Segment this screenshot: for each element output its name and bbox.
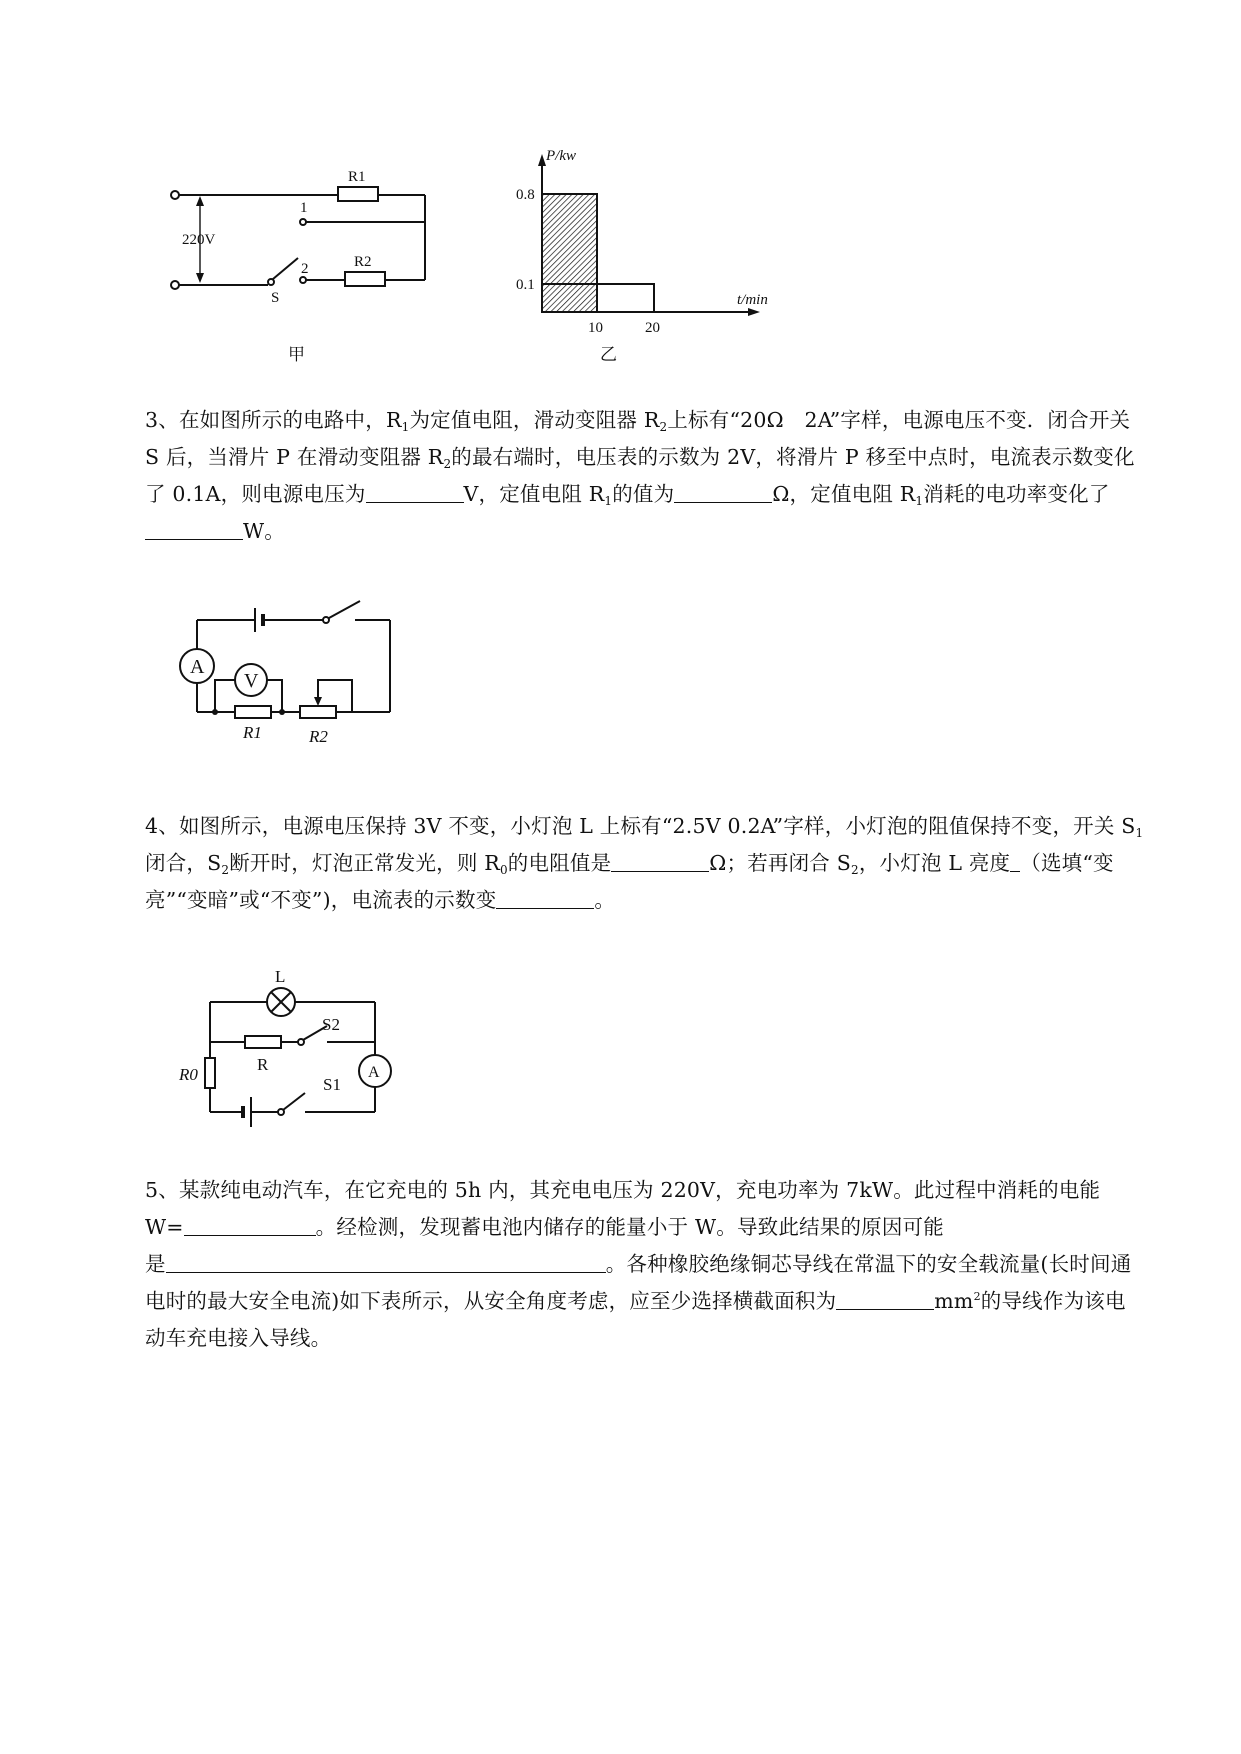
r2-label: R2	[354, 254, 372, 270]
slider-p	[314, 697, 322, 706]
q5-blank-energy[interactable]	[184, 1215, 316, 1236]
r1-label: R1	[348, 169, 366, 185]
r-resistor	[245, 1036, 281, 1048]
caption-yi: 乙	[600, 345, 617, 364]
bar-0-10min	[542, 194, 597, 312]
q4-blank-r0[interactable]	[611, 851, 709, 872]
circuit-jia-figure	[170, 150, 490, 370]
ammeter-label: A	[368, 1064, 380, 1081]
bottom-terminal	[171, 281, 179, 289]
q4-number: 4、	[145, 814, 179, 838]
contact2-label: 2	[301, 261, 309, 277]
contact-1	[300, 219, 306, 225]
r2-resistor	[345, 272, 385, 286]
r1-resistor	[235, 706, 271, 718]
switch-label: S	[271, 290, 280, 306]
r-label: R	[257, 1055, 269, 1074]
s2-label: S2	[322, 1015, 340, 1034]
switch-pivot	[323, 617, 329, 623]
caption-jia: 甲	[288, 345, 305, 364]
switch-s	[273, 258, 298, 279]
s1-label: S1	[323, 1075, 341, 1094]
contact-2	[300, 277, 306, 283]
voltage-label: 220V	[182, 232, 216, 248]
contact1-label: 1	[300, 200, 308, 216]
y-tick-0.8: 0.8	[516, 187, 535, 203]
switch-s1	[283, 1093, 305, 1110]
r0-resistor	[205, 1058, 215, 1088]
x-axis-label: t/min	[737, 292, 768, 308]
r2-rheostat	[300, 706, 336, 718]
q5-blank-area[interactable]	[836, 1289, 934, 1310]
x-tick-10: 10	[588, 320, 603, 336]
lamp-label: L	[275, 967, 286, 986]
q3-blank-voltage[interactable]	[366, 482, 464, 503]
q3-circuit-figure	[175, 600, 405, 770]
question-4: 4、如图所示，电源电压保持 3V 不变，小灯泡 L 上标有“2.5V 0.2A”字样，小灯泡的阻值保持不变，开关 $S_1$闭合，$S_2$断开时，灯泡正常发光，则 $R_0$的电阻值是 Ω；若再闭合 $S_2$，小灯泡 L 亮度 （选填“变亮”“变暗”或“不变”)，电流表的示数变 。	[145, 814, 1144, 912]
x-tick-20: 20	[645, 320, 660, 336]
r0-label: R0	[179, 1065, 198, 1084]
y-tick-0.1: 0.1	[516, 277, 535, 293]
q4-blank-brightness[interactable]	[1010, 851, 1020, 872]
q5-number: 5、	[145, 1178, 179, 1202]
r2-label: R2	[309, 727, 328, 746]
question-5: 5、某款纯电动汽车，在它充电的 5h 内，其充电电压为 220V，充电功率为 7kW。此过程中消耗的电能 W= 。经检测，发现蓄电池内储存的能量小于 W。导致此结果的原因可能 是 。各种橡胶绝缘铜芯导线在常温下的安全载流量(长时间通电时的最大安全电流)如下表所示，从安全角度考虑，应至少选择横截面积为 $mm^2$的导线作为该电动车充电接入导线。	[145, 1178, 1132, 1350]
ammeter-label: A	[190, 656, 205, 678]
q4-circuit-figure	[175, 962, 415, 1132]
question-3: 3、在如图所示的电路中，$R_1$为定值电阻，滑动变阻器 $R_2$上标有“20Ω 2A”字样，电源电压不变．闭合开关 S 后，当滑片 P 在滑动变阻器 $R_2$的最右端时，电压表的示数为 2V，将滑片 P 移至中点时，电流表示数变化了 0.1A，则电源电压为 V，定值电阻 $R_1$的值为 Ω，定值电阻 $R_1$消耗的电功率变化了W。	[145, 408, 1135, 543]
switch-pivot	[268, 279, 274, 285]
r1-label: R1	[243, 723, 262, 742]
r1-resistor	[338, 187, 378, 201]
switch	[329, 601, 360, 618]
top-terminal	[171, 191, 179, 199]
q4-blank-ammeter[interactable]	[496, 888, 594, 909]
q3-number: 3、	[145, 408, 179, 432]
y-axis-label: P/kw	[546, 148, 576, 164]
voltmeter-label: V	[244, 670, 259, 692]
q3-blank-power[interactable]	[145, 519, 243, 540]
power-time-graph	[512, 148, 772, 372]
q3-blank-r1[interactable]	[674, 482, 772, 503]
q5-blank-reason[interactable]	[166, 1252, 606, 1273]
